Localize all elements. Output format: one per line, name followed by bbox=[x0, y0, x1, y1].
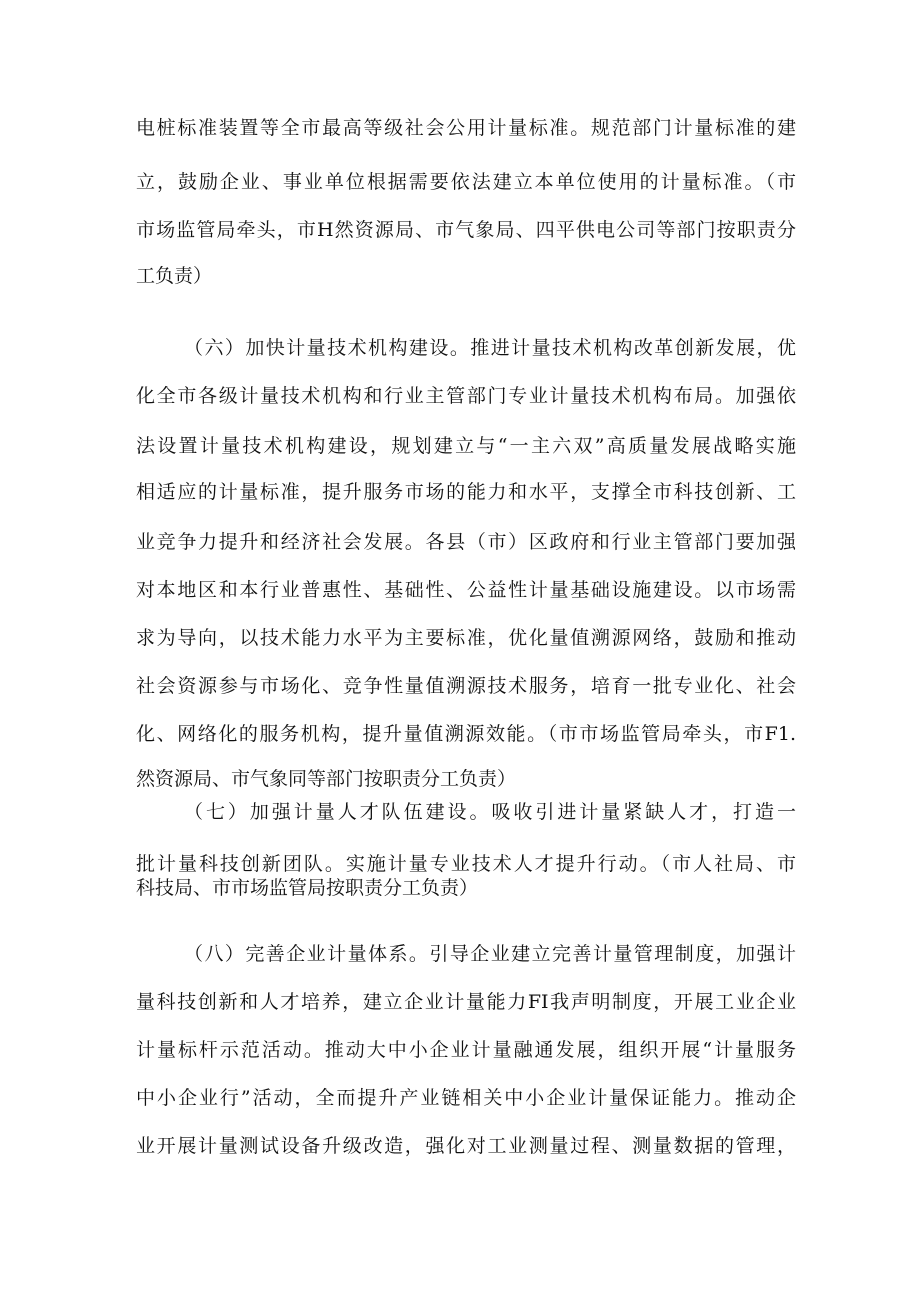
text-line: 化、网络化的服务机构，提升量值溯源效能。（市市场监管局牵头，市F1. bbox=[136, 723, 796, 745]
text-line: 然资源局、市气象同等部门按职责分工负责） bbox=[136, 768, 517, 790]
text-line: 化全市各级计量技术机构和行业主管部门专业计量技术机构布局。加强依 bbox=[136, 385, 796, 407]
text-line: 科技局、市市场监管局按职责分工负责） bbox=[136, 877, 479, 899]
text-line: 业开展计量测试设备升级改造，强化对工业测量过程、测量数据的管理， bbox=[136, 1135, 796, 1157]
text-line: 相适应的计量标准，提升服务市场的能力和水平，支撑全市科技创新、工 bbox=[136, 481, 796, 503]
text-line: 中小企业行”活动，全而提升产业链相关中小企业计量保证能力。推动企 bbox=[136, 1087, 796, 1109]
text-line: 批计量科技创新团队。实施计量专业技术人才提升行动。（市人社局、市 bbox=[136, 853, 796, 875]
text-line: 业竞争力提升和经济社会发展。各县（市）区政府和行业主管部门要加强 bbox=[136, 531, 796, 553]
text-line: 社会资源参与市场化、竞争性量值溯源技术服务，培育一批专业化、社会 bbox=[136, 675, 796, 697]
text-line: 计量标杆示范活动。推动大中小企业计量融通发展，组织开展“计量服务 bbox=[136, 1039, 796, 1061]
text-line: 求为导向，以技术能力水平为主要标准，优化量值溯源网络，鼓励和推动 bbox=[136, 627, 796, 649]
text-line: 市场监管局牵头，市H然资源局、市气象局、四平供电公司等部门按职责分 bbox=[136, 219, 796, 241]
text-line: 电桩标准装置等全市最高等级社会公用计量标准。规范部门计量标准的建 bbox=[136, 117, 796, 139]
paragraph-heading-7: （七）加强计量人才队伍建设。吸收引进计量紧缺人才，打造一 bbox=[184, 801, 796, 823]
text-line: 量科技创新和人才培养，建立企业计量能力FI我声明制度，开展工业企业 bbox=[136, 991, 796, 1013]
text-line: 立，鼓励企业、事业单位根据需要依法建立本单位使用的计量标准。（市 bbox=[136, 171, 796, 193]
paragraph-heading-6: （六）加快计量技术机构建设。推进计量技术机构改革创新发展，优 bbox=[184, 337, 796, 359]
paragraph-heading-8: （八）完善企业计量体系。引导企业建立完善计量管理制度，加强计 bbox=[184, 943, 796, 965]
text-line: 工负责） bbox=[136, 265, 213, 287]
text-line: 法设置计量技术机构建设，规划建立与“一主六双”高质量发展战略实施 bbox=[136, 435, 796, 457]
text-line: 对本地区和本行业普惠性、基础性、公益性计量基础设施建设。以市场需 bbox=[136, 579, 796, 601]
